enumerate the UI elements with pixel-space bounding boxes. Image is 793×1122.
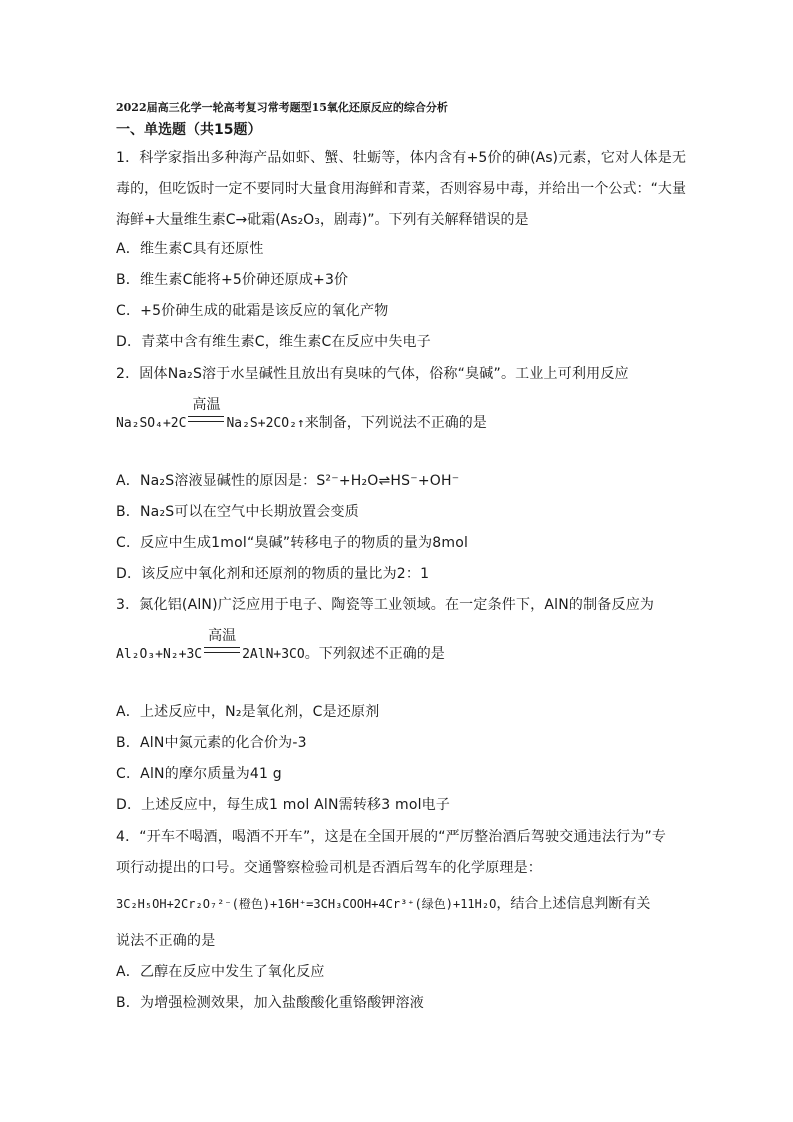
question-4-equation	[116, 893, 650, 913]
reaction-condition: 高温	[192, 397, 221, 413]
question-1-option-d: D．青菜中含有维生素C，维生素C在反应中失电子	[116, 334, 431, 350]
equation-tail: 来制备，下列说法不正确的是	[304, 415, 487, 431]
question-2-option-b: B．Na₂S可以在空气中长期放置会变质	[116, 504, 359, 520]
reaction-condition: 高温	[208, 628, 237, 644]
question-4-stem-line-3: 说法不正确的是	[116, 933, 216, 949]
reaction-arrow-icon	[204, 628, 240, 661]
equation-products: Na₂S+2CO₂↑	[226, 416, 305, 431]
question-4-option-a: A．乙醇在反应中发生了氧化反应	[116, 964, 325, 980]
equation-body: 3C₂H₅OH+2Cr₂O₇²⁻(橙色)+16H⁺=3CH₃COOH+4Cr³⁺(绿色)+11H₂O	[116, 897, 497, 911]
question-3-option-c: C．AlN的摩尔质量为41 g	[116, 766, 282, 782]
question-1-option-b: B．维生素C能将+5价砷还原成+3价	[116, 272, 349, 288]
question-3-option-d: D．上述反应中，每生成1 mol AlN需转移3 mol电子	[116, 797, 451, 813]
equation-products: 2AlN+3CO	[242, 647, 305, 662]
question-1-option-a: A．维生素C具有还原性	[116, 241, 264, 257]
section-heading: 一、单选题（共15题）	[116, 122, 262, 138]
question-3-stem: 3．氮化铝(AlN)广泛应用于电子、陶瓷等工业领域。在一定条件下，AlN的制备反应为	[116, 597, 655, 613]
question-1-option-c: C．+5价砷生成的砒霜是该反应的氧化产物	[116, 303, 389, 319]
question-4-stem-line-2: 项行动提出的口号。交通警察检验司机是否酒后驾车的化学原理是：	[116, 860, 542, 876]
equation-tail: ，结合上述信息判断有关	[496, 896, 651, 912]
document-title: 2022届高三化学一轮高考复习常考题型15氧化还原反应的综合分析	[116, 101, 448, 114]
question-4-option-b: B．为增强检测效果，加入盐酸酸化重铬酸钾溶液	[116, 995, 425, 1011]
reaction-arrow-icon	[188, 397, 224, 430]
equation-reactants: Al₂O₃+N₂+3C	[116, 647, 203, 662]
question-2-option-c: C．反应中生成1mol“臭碱”转移电子的物质的量为8mol	[116, 535, 469, 551]
question-2-option-a: A．Na₂S溶液显碱性的原因是：S²⁻+H₂O⇌HS⁻+OH⁻	[116, 473, 460, 489]
question-4-stem-line-1: 4．“开车不喝酒，喝酒不开车”，这是在全国开展的“严厉整治酒后驾驶交通违法行为”专	[116, 829, 667, 845]
question-2-stem: 2．固体Na₂S溶于水呈碱性且放出有臭味的气体，俗称“臭碱”。工业上可利用反应	[116, 366, 629, 382]
equation-tail: 。下列叙述不正确的是	[304, 646, 445, 662]
question-2-option-d: D．该反应中氧化剂和还原剂的物质的量比为2：1	[116, 566, 430, 582]
equation-reactants: Na₂SO₄+2C	[116, 416, 187, 431]
question-3-equation	[116, 628, 445, 663]
question-3-option-a: A．上述反应中，N₂是氧化剂，C是还原剂	[116, 704, 380, 720]
question-1-stem: 1．科学家指出多种海产品如虾、蟹、牡蛎等，体内含有+5价的砷(As)元素，它对人体是无毒的，但吃饭时一定不要同时大量食用海鲜和青菜，否则容易中毒，并给出一个公式：“大量海鲜+大量维生素C→砒霜(As₂O₃，剧毒)”。下列有关解释错误的是	[116, 150, 686, 228]
question-3-option-b: B．AlN中氮元素的化合价为-3	[116, 735, 307, 751]
question-2-equation	[116, 397, 487, 432]
